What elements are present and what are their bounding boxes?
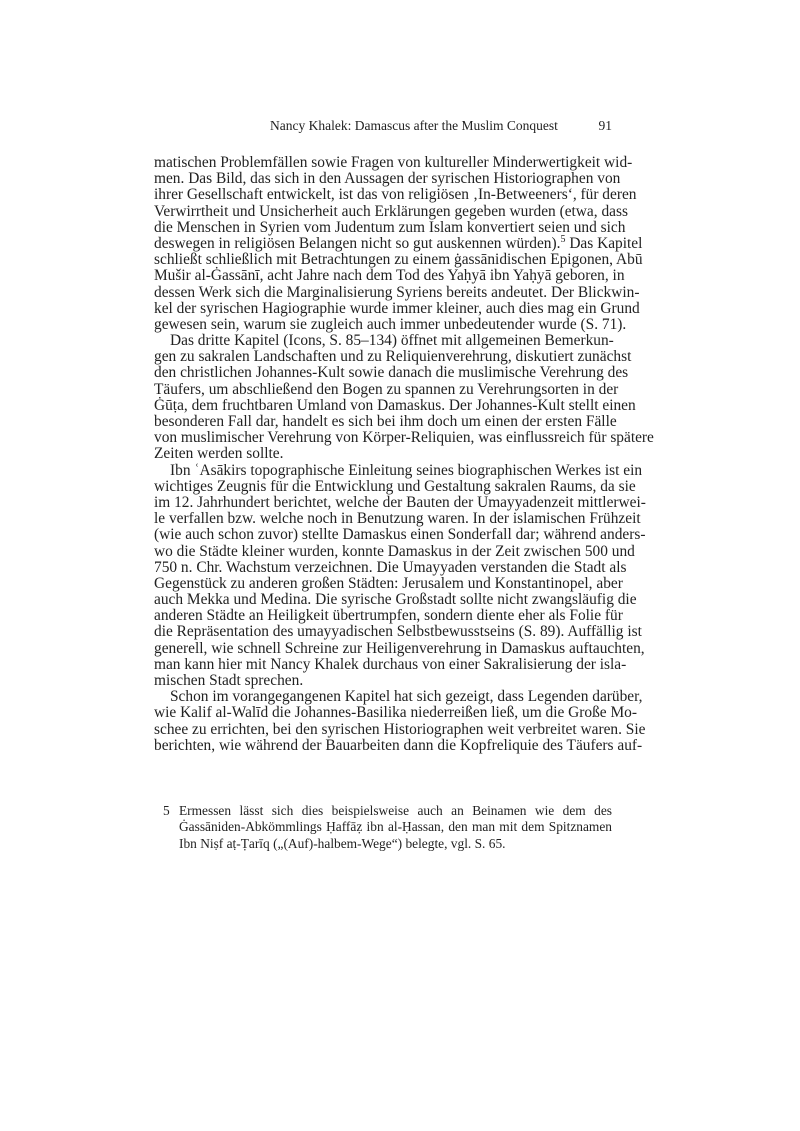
text-line — [154, 510, 641, 528]
footnote — [163, 803, 612, 852]
paragraph — [154, 332, 654, 463]
line-text: wo die Städte kleiner wurden, konnte Damaskus in der Zeit zwischen 500 und — [154, 542, 635, 560]
text-line — [154, 704, 637, 722]
text-line — [154, 251, 643, 269]
line-text: den christlichen Johannes-Kult sowie danach die muslimische Verehrung des — [154, 364, 629, 382]
line-text: die Menschen in Syrien vom Judentum zum Islam konvertiert seien und sich — [154, 218, 626, 236]
line-text: (wie auch schon zuvor) stellte Damaskus einen Sonderfall dar; während anders- — [154, 526, 646, 544]
text-line — [154, 267, 625, 285]
line-text: matischen Problemfällen sowie Fragen von kultureller Minderwertigkeit wid- — [154, 154, 633, 171]
text-line — [154, 283, 640, 301]
line-text: auch Mekka und Medina. Die syrische Großstadt sollte nicht zwangsläufig die — [154, 591, 637, 609]
line-text: le verfallen bzw. welche noch in Benutzung waren. In der islamischen Frühzeit — [154, 510, 641, 528]
footnote-line: Ermessen lässt sich dies beispielsweise auch an Beinamen wie dem des — [179, 803, 612, 818]
text-line — [154, 477, 636, 495]
text-line — [154, 720, 646, 738]
line-text: man kann hier mit Nancy Khalek durchaus von einer Sakralisierung der isla- — [154, 655, 627, 673]
line-text: Ġūṭa, dem fruchtbaren Umland von Damaskus. Der Johannes-Kult stellt einen — [154, 396, 636, 414]
text-line — [154, 299, 640, 317]
text-line — [154, 202, 628, 220]
text-line — [154, 413, 617, 430]
text-line — [154, 607, 623, 625]
text-line — [154, 673, 612, 689]
line-text: von muslimischer Verehrung von Körper-Reliquien, was einflussreich für spätere — [154, 429, 654, 447]
paragraph — [154, 688, 646, 754]
running-title: Nancy Khalek: Damascus after the Muslim Conquest — [270, 118, 558, 133]
text-line — [154, 623, 642, 641]
text-line — [154, 639, 645, 657]
text-line — [154, 542, 635, 560]
text-line — [154, 736, 643, 754]
text-line — [154, 493, 646, 511]
body-text — [154, 154, 654, 754]
text-line — [154, 333, 612, 349]
line-text: 750 n. Chr. Wachstum verzeichnen. Die Umayyaden verstanden die Stadt als — [154, 558, 627, 576]
line-text: gen zu sakralen Landschaften und zu Reliquienverehrung, diskutiert zunächst — [154, 348, 632, 366]
text-line — [154, 446, 612, 462]
line-text: wie Kalif al-Walīd die Johannes-Basilika niederreißen ließ, um die Große Mo- — [154, 704, 637, 722]
line-text: schließt schließlich mit Betrachtungen zu einem ġassānidischen Epigonen, Abū — [154, 251, 643, 269]
text-line — [154, 348, 632, 366]
text-line — [154, 315, 627, 333]
line-text: Ibn ʿAsākirs topographische Einleitung seines biographischen Werkes ist ein — [170, 461, 643, 479]
text-line — [154, 688, 643, 706]
paragraph — [154, 461, 646, 690]
text-line — [154, 233, 643, 252]
line-text: Das dritte Kapitel (Icons, S. 85–134) öffnet mit allgemeinen Bemerkun- — [170, 332, 614, 350]
line-text: Täufers, um abschließend den Bogen zu spannen zu Verehrungsorten in der — [154, 380, 619, 398]
line-text: Schon im vorangegangenen Kapitel hat sich gezeigt, dass Legenden darüber, — [170, 688, 643, 706]
page-number: 91 — [598, 118, 612, 133]
text-line — [154, 154, 633, 171]
line-text: besonderen Fall dar, handelt es sich bei ihm doch um einen der ersten Fälle — [154, 413, 617, 430]
line-text: kel der syrischen Hagiographie wurde immer kleiner, auch dies mag ein Grund — [154, 299, 640, 317]
line-text: schee zu errichten, bei den syrischen Historiographen weit verbreitet waren. Sie — [154, 720, 646, 738]
line-text: die Repräsentation des umayyadischen Selbstbewusstseins (S. 89). Auffällig ist — [154, 623, 642, 641]
line-text: generell, wie schnell Schreine zur Heiligenverehrung in Damaskus auftauchten, — [154, 639, 645, 657]
footnote-line: Ibn Niṣf aṭ-Ṭarīq („(Auf)-halbem-Wege“) belegte, vgl. S. 65. — [179, 835, 506, 851]
text-line — [154, 558, 627, 576]
footnote-line: Ġassāniden-Abkömmlings Ḥaffāẓ ibn al-Ḥassan, den man mit dem Spitznamen — [179, 819, 612, 835]
line-text: Mušir al-Ġassānī, acht Jahre nach dem Tod des Yaḥyā ibn Yaḥyā geboren, in — [154, 267, 625, 285]
text-line — [154, 591, 637, 609]
text-line — [154, 218, 626, 236]
line-text: Das Kapitel — [565, 234, 643, 252]
text-line — [154, 170, 621, 188]
footnote-number: 5 — [163, 803, 170, 818]
footnote-reference[interactable]: 5 — [560, 233, 566, 245]
text-line — [154, 364, 629, 382]
line-text: Gegenstück zu anderen großen Städten: Jerusalem und Konstantinopel, aber — [154, 574, 623, 592]
line-text: wichtiges Zeugnis für die Entwicklung und Gestaltung sakralen Raums, da sie — [154, 477, 636, 495]
line-text: gewesen sein, warum sie zugleich auch immer unbedeutender wurde (S. 71). — [154, 315, 627, 333]
text-line — [154, 574, 623, 592]
text-line — [154, 186, 637, 204]
line-text: men. Das Bild, das sich in den Aussagen der syrischen Historiographen von — [154, 170, 621, 188]
line-text: anderen Städte an Heiligkeit übertrumpfen, sondern diente eher als Folie für — [154, 607, 623, 625]
line-text: mischen Stadt sprechen. — [154, 672, 304, 689]
text-line — [154, 429, 654, 447]
line-text: im 12. Jahrhundert berichtet, welche der Bauten der Umayyadenzeit mittlerwei- — [154, 493, 646, 511]
line-text: Verwirrtheit und Unsicherheit auch Erklärungen gegeben wurden (etwa, dass — [154, 202, 628, 220]
line-text: deswegen in religiösen Belangen nicht so gut auskennen würden). — [154, 234, 561, 252]
paragraph — [154, 154, 643, 333]
text-line — [154, 461, 643, 479]
line-text: dessen Werk sich die Marginalisierung Syriens bereits andeutet. Der Blickwin- — [154, 283, 640, 301]
text-line — [154, 396, 636, 414]
line-text: Zeiten werden sollte. — [154, 445, 284, 463]
text-line — [154, 526, 646, 544]
line-text: berichten, wie während der Bauarbeiten dann die Kopfreliquie des Täufers auf- — [154, 736, 643, 754]
text-line — [154, 380, 619, 398]
line-text: ihrer Gesellschaft entwickelt, ist das von religiösen ‚In-Betweeners‘, für deren — [154, 186, 637, 204]
text-line — [154, 655, 627, 673]
